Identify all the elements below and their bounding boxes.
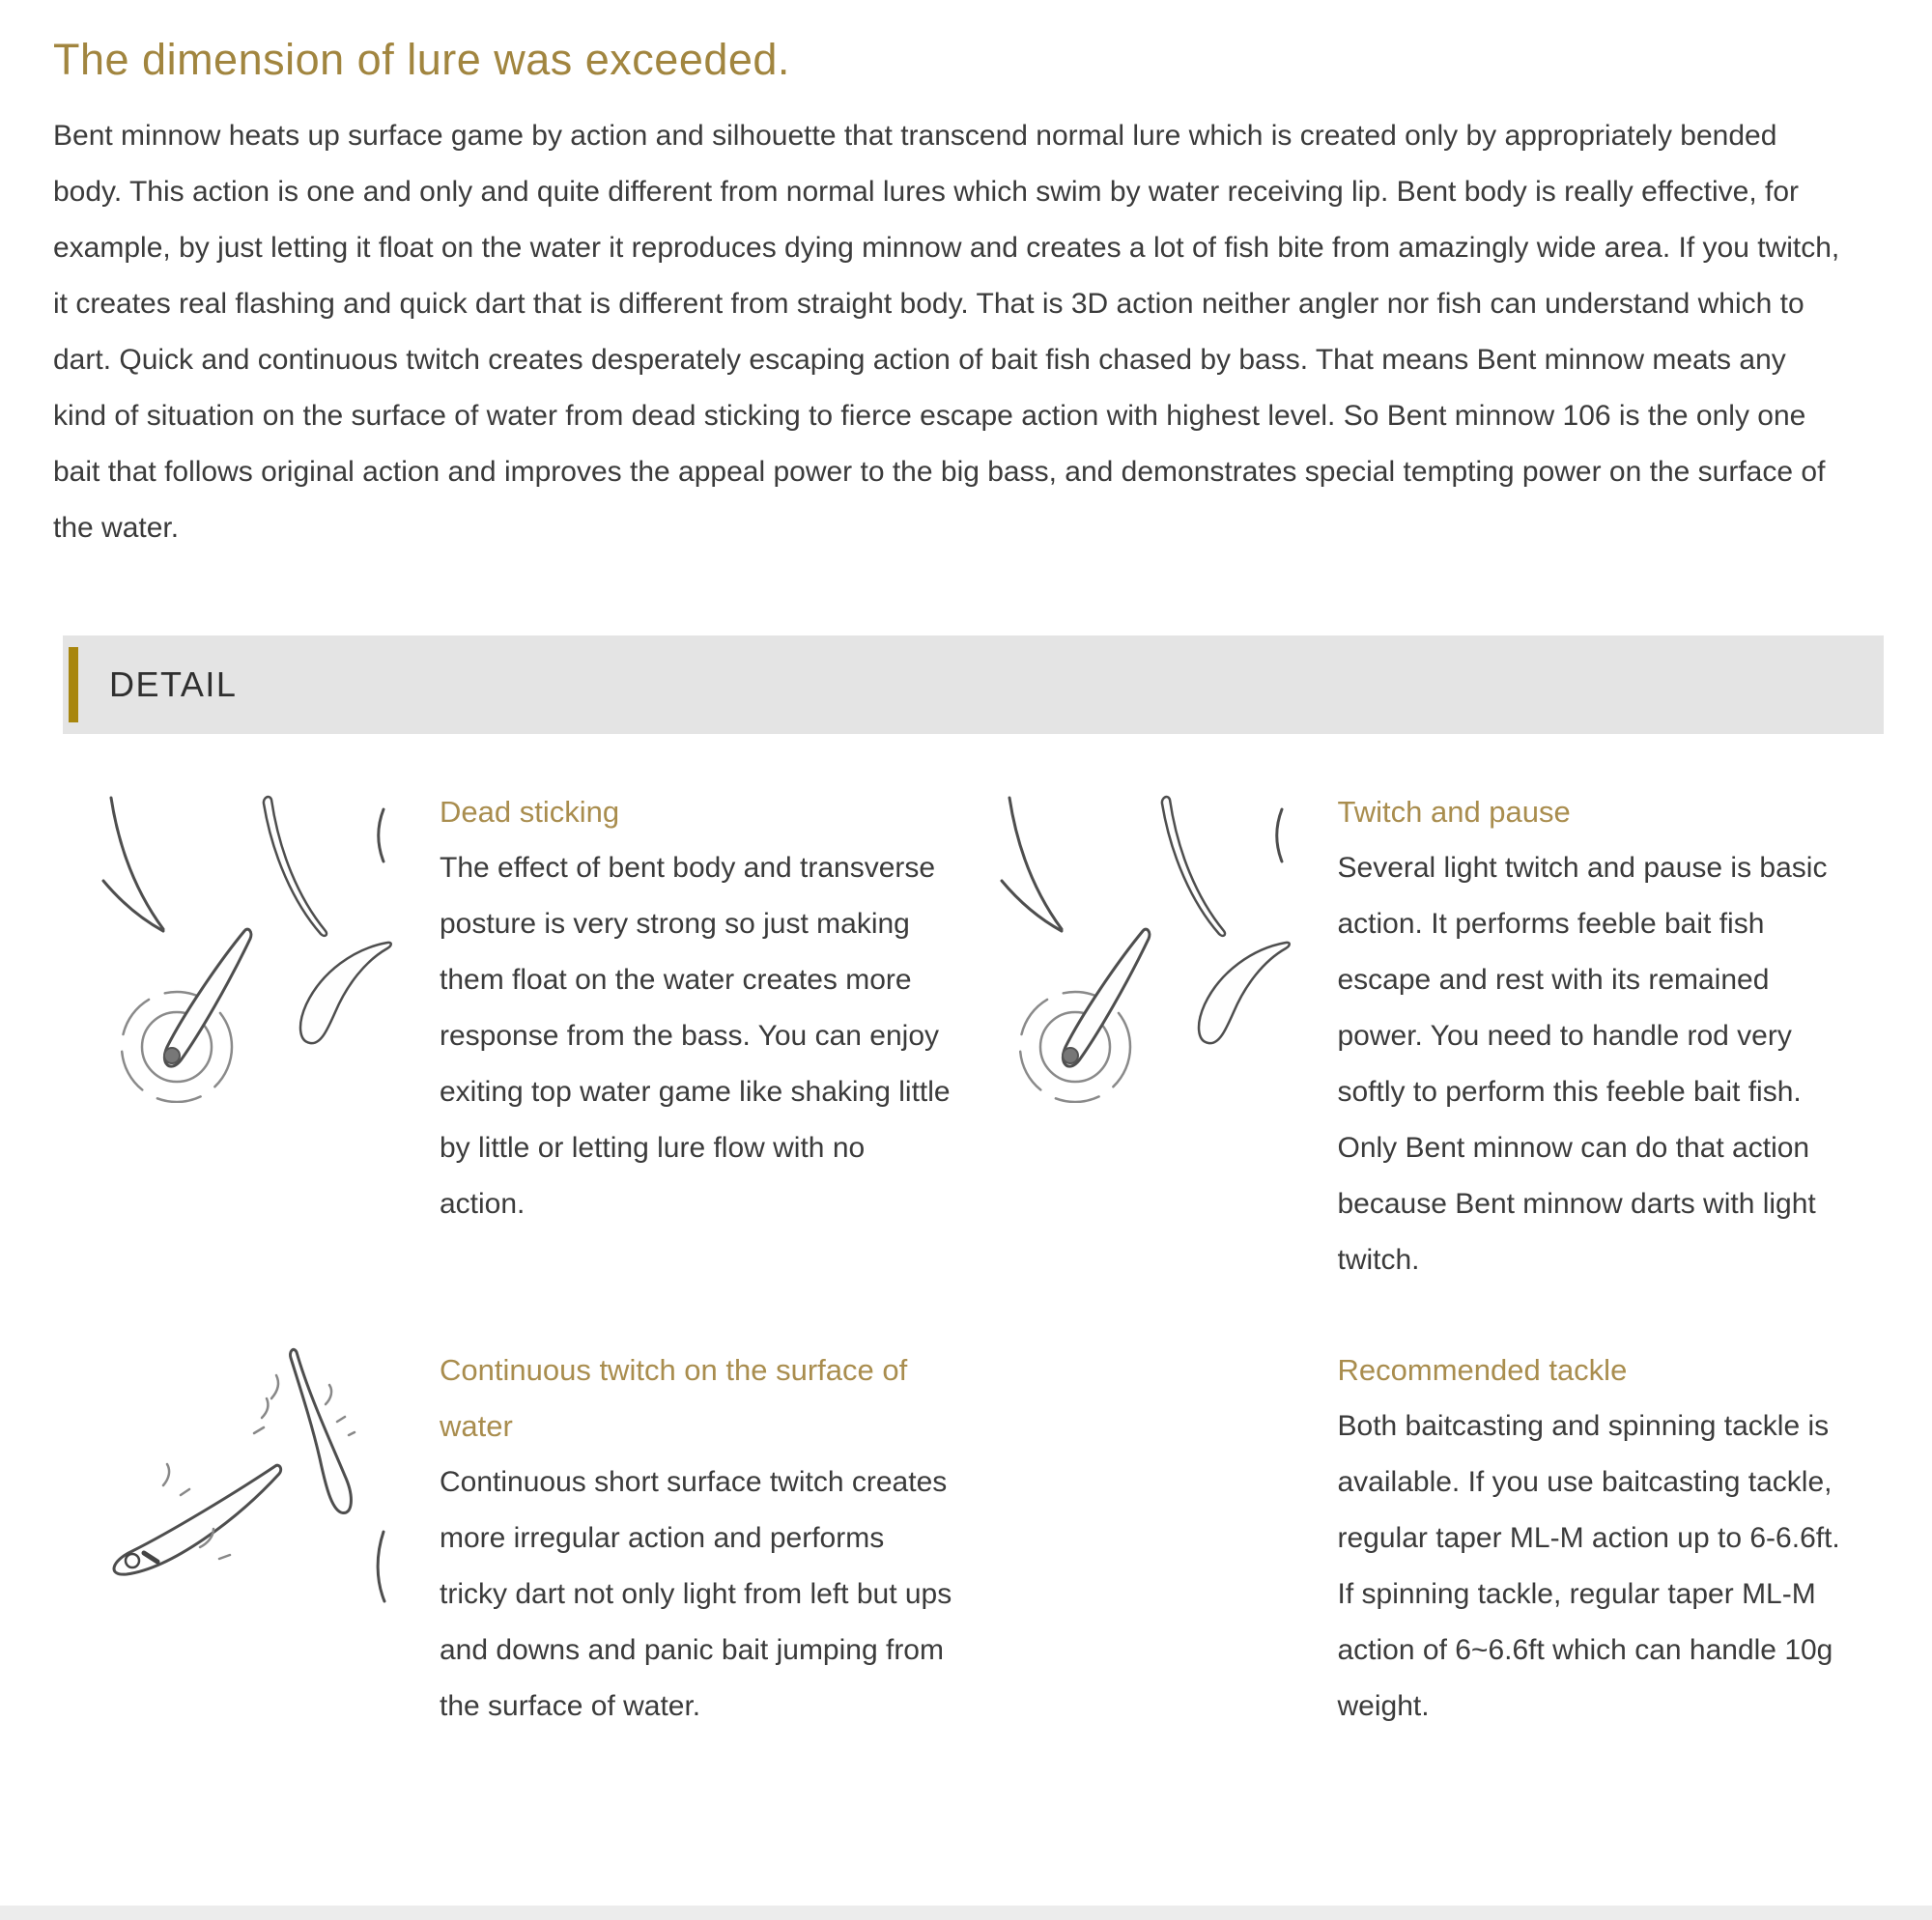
- detail-block-continuous-twitch: [82, 1342, 957, 1735]
- detail-body: The effect of bent body and transverse posture is very strong so just making them float on the water creates more response from the bass. You can enjoy exiting top water game like shaking little by little or letting lure flow with no action.: [440, 852, 951, 1220]
- detail-section-label: DETAIL: [109, 664, 238, 704]
- footer-divider: [0, 1906, 1932, 1920]
- detail-block-dead-sticking: [82, 784, 957, 1288]
- detail-heading: Continuous twitch on the surface of water: [440, 1353, 908, 1443]
- detail-body: Both baitcasting and spinning tackle is available. If you use baitcasting tackle, regular taper ML-M action up to 6-6.6ft. If spinning tackle, regular taper ML-M action of 6~6.6ft which can handle 10g weight.: [1337, 1410, 1840, 1722]
- detail-block-recommended-tackle: [980, 1342, 1856, 1735]
- floating-lure-ripples-illustration: [82, 784, 401, 1103]
- detail-heading: Recommended tackle: [1337, 1353, 1628, 1387]
- intro-paragraph: Bent minnow heats up surface game by action and silhouette that transcend normal lure which is created only by appropriately bended body. This action is one and only and quite different from normal lures which swim by water receiving lip. Bent body is really effective, for example, by just letting it float on the water it reproduces dying minnow and creates a lot of fish bite from amazingly wide area. If you twitch, it creates real flashing and quick dart that is different from straight body. That is 3D action neither angler nor fish can understand which to dart. Quick and continuous twitch creates desperately escaping action of bait fish chased by bass. That means Bent minnow meats any kind of situation on the surface of water from dead sticking to fierce escape action with highest level. So Bent minnow 106 is the only one bait that follows original action and improves the appeal power to the big bass, and demonstrates special tempting power on the surface of the water.: [53, 120, 1840, 544]
- detail-text: [440, 1342, 957, 1735]
- floating-lure-ripples-illustration: [980, 784, 1299, 1103]
- detail-body: Continuous short surface twitch creates more irregular action and performs tricky dart not only light from left but ups and downs and panic bait jumping from the surface of water.: [440, 1466, 952, 1722]
- page-title: The dimension of lure was exceeded.: [53, 35, 790, 84]
- detail-text: [1338, 1342, 1856, 1735]
- content-area: [0, 35, 1932, 1735]
- detail-heading: Twitch and pause: [1337, 795, 1571, 829]
- detail-grid: [53, 784, 1884, 1735]
- darting-minnow-splash-illustration: [82, 1342, 401, 1632]
- detail-text: [1338, 784, 1856, 1288]
- detail-heading: Dead sticking: [440, 795, 620, 829]
- detail-body: Several light twitch and pause is basic action. It performs feeble bait fish escape and rest with its remained power. You need to handle rod very softly to perform this feeble bait fish. Only Bent minnow can do that action because Bent minnow darts with light twitch.: [1337, 852, 1828, 1276]
- gold-accent-bar: [69, 647, 78, 722]
- detail-section-header: [63, 635, 1884, 734]
- detail-block-twitch-and-pause: [980, 784, 1856, 1288]
- detail-text: [440, 784, 957, 1232]
